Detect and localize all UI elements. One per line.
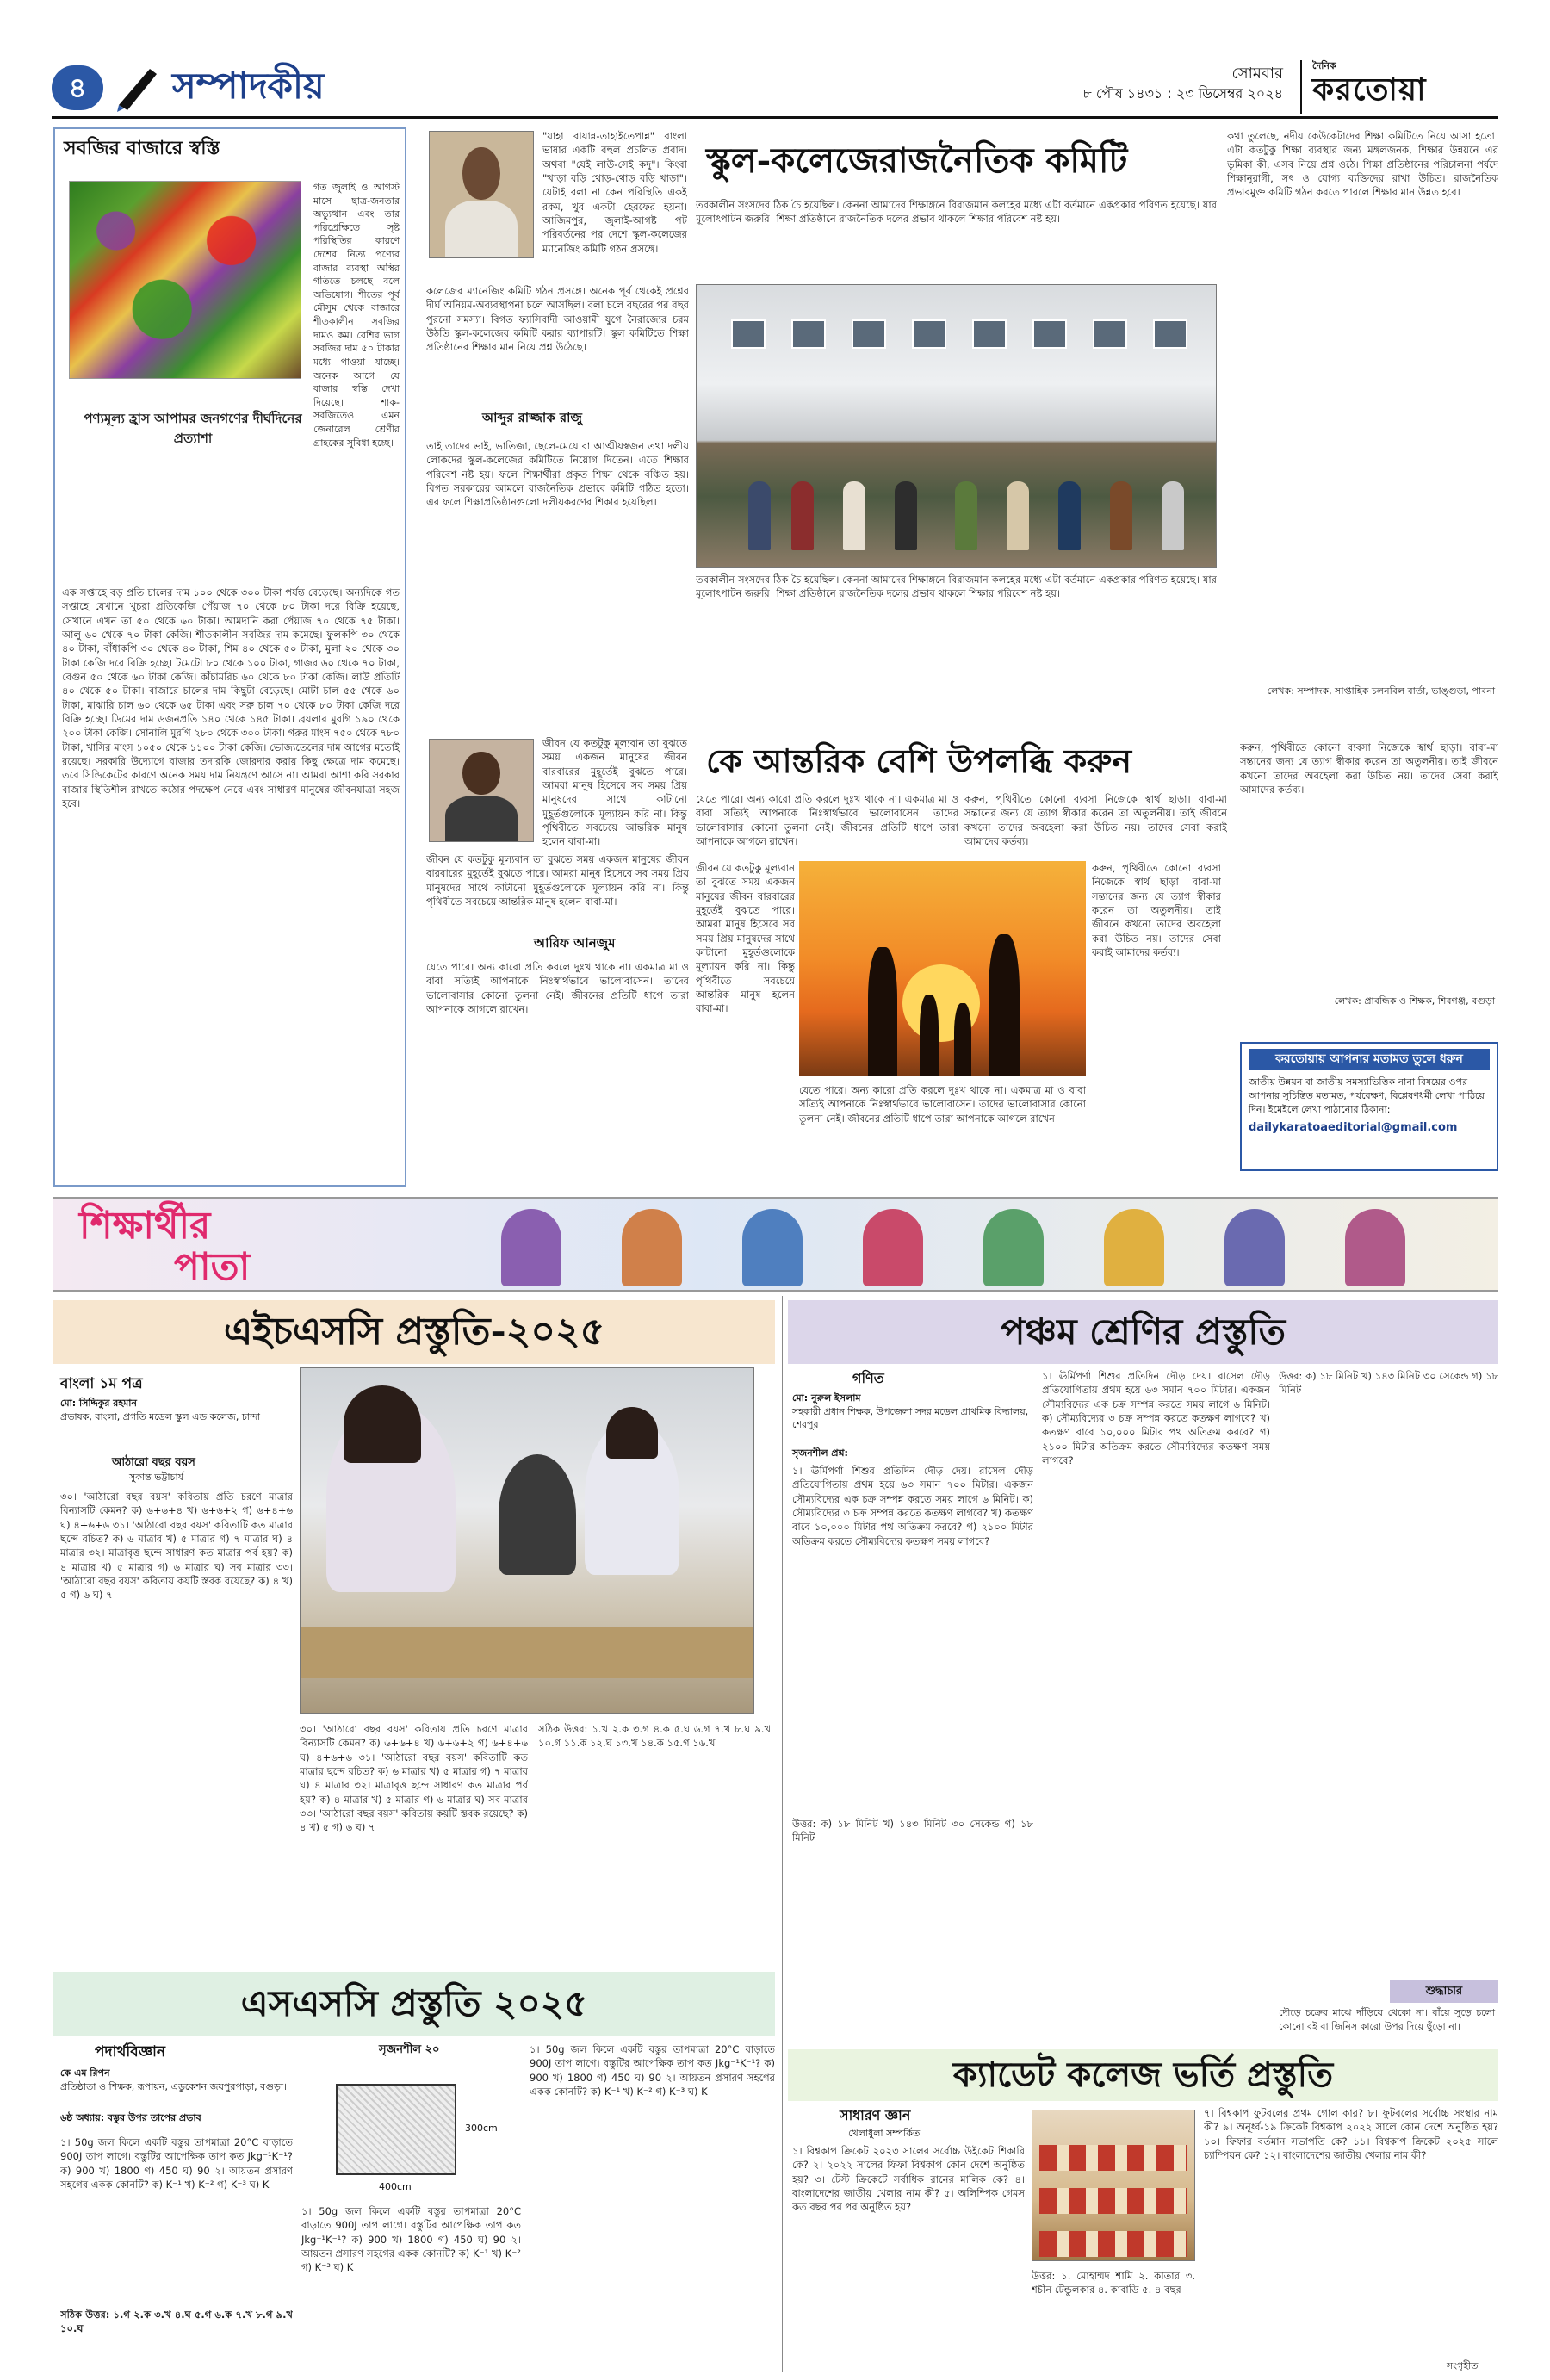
ssc-subject: পদার্থবিজ্ঞান (95, 2043, 166, 2061)
divider-student (782, 1296, 783, 2372)
class5-notice: দৌড়ে চক্রের মাঝে দাঁড়িয়ে থেকো না। বাঁয়ে সুড়ে চলো। কোনো বই বা জিনিস কারো উপর দিয়ে ছুঁড়ো না। (1279, 2007, 1498, 2032)
banner-student-figure (1224, 1209, 1285, 1286)
hsc-answers: সঠিক উত্তর: ১.খ ২.ক ৩.গ ৪.ক ৫.ঘ ৬.গ ৭.খ ৮.ঘ ৯.খ ১০.গ ১১.ক ১২.ঘ ১৩.খ ১৪.ক ১৫.গ ১৬.খ (538, 1723, 771, 1750)
student-banner (53, 1197, 1498, 1292)
feedback-email[interactable]: dailykaratoaeditorial@gmail.com (1249, 1120, 1458, 1134)
hsc-topic: আঠারো বছর বয়স (112, 1456, 195, 1469)
ssc-section-title: এসএসসি প্রস্তুতি ২০২৫ (53, 1972, 775, 2036)
article1-author: আব্দুর রাজ্জাক রাজু (482, 410, 582, 425)
class5-questions-b: ১। ঊর্মিপর্ণা শিশুর প্রতিদিন দৌড় দেয়। রাসেল দৌড় প্রতিযোগিতায় প্রথম হয়ে ৬৩ সমান ৭০০ মিটার। একজন সৌম্যবিদ্যের এক চক্র সম্পন্ন করতে সময় লাগে ৬ মিনিট। ক) সৌম্যবিদ্যের ৩ চক্র সম্পন্ন করতে কতক্ষণ লাগবে? খ) কতক্ষণ বাবে ১০,০০০ মিটার পথ অতিক্রম করবে? গ) ২১০০ মিটার অতিক্রম করতে সৌম্যবিদ্যের কতক্ষণ সময় লাগবে? (1042, 1370, 1270, 1466)
article2-body-right: করুন, পৃথিবীতে কোনো ব্যবসা নিজেকে স্বার্থ ছাড়া। বাবা-মা সন্তানের জন্য যে ত্যাগ স্বীকার করেন তা অতুলনীয়। তাই জীবনে কখনো তাদের অবহেলা করা উচিত নয়। তাদের সেবা করাই আমাদের কর্তব্য। (1240, 741, 1498, 796)
hsc-subject: বাংলা ১ম পত্র (60, 1375, 143, 1392)
ssc-questions: ১। 50g জল কিলে একটি বস্তুর তাপমাত্রা 20°C বাড়াতে 900J তাপ লাগে। বস্তুটির আপেক্ষিক তাপ কত Jkg⁻¹K⁻¹? ক) 900 খ) 1800 গ) 450 ঘ) 90 ২। আয়তন প্রসারণ সহগের একক কোনটি? ক) K⁻¹ খ) K⁻² গ) K⁻³ ঘ) K (60, 2136, 293, 2191)
article1-body-mid: তাই তাদের ভাই, ভাতিজা, ছেলে-মেয়ে বা আত্মীয়স্বজন তথা দলীয় লোকদের স্কুল-কলেজের কমিটিতে নিয়োগ দিতেন। এতে শিক্ষার পরিবেশ নষ্ট হয়। ফলে শিক্ষার্থীরা প্রকৃত শিক্ষা থেকে বঞ্চিত হয়। বিগত সরকারের আমলে রাজনৈতিক প্রভাবে কমিটি গঠিত হতো। এর ফলে শিক্ষাপ্রতিষ্ঠানগুলো দলীয়করণের শিকার হয়েছিল। (426, 440, 689, 509)
banner-student-figure (742, 1209, 803, 1286)
banner-title (79, 1205, 250, 1289)
sidebar-quote: পণ্যমূল্য হ্রাস আপামর জনগণের দীর্ঘদিনের প্রত্যাশা (84, 411, 302, 446)
ssc-questions-c: ১। 50g জল কিলে একটি বস্তুর তাপমাত্রা 20°C বাড়াতে 900J তাপ লাগে। বস্তুটির আপেক্ষিক তাপ কত Jkg⁻¹K⁻¹? ক) 900 খ) 1800 গ) 450 ঘ) 90 ২। আয়তন প্রসারণ সহগের একক কোনটি? ক) K⁻¹ খ) K⁻² গ) K⁻³ ঘ) K (530, 2043, 775, 2098)
banner-student-figure (1104, 1209, 1164, 1286)
ssc-teacher-role: প্রতিষ্ঠাতা ও শিক্ষক, রূপায়ন, এডুকেশন জয়পুরপাড়া, বগুড়া। (60, 2081, 288, 2092)
feedback-box (1240, 1042, 1498, 1171)
ssc-rectangle-figure (336, 2084, 456, 2175)
cadet-questions-right: ৭। বিশ্বকাপ ফুটবলের প্রথম গোল কার? ৮। ফুটবলের সর্বোচ্চ সংস্থার নাম কী? ৯। অনূর্ধ্ব-১৯ ক্রিকেট বিশ্বকাপ ২০২২ সালে কোন দেশে অনুষ্ঠিত হয়? ১০। ফিফার বর্তমান সভাপতি কে? ১১। বিশ্বকাপ ক্রিকেট ২০২৫ সালে চ্যাম্পিয়ন কে? ১২। বাংলাদেশের জাতীয় খেলার নাম কী? (1204, 2107, 1498, 2161)
cadet-section-title: ক্যাডেট কলেজ ভর্তি প্রস্তুতি (788, 2049, 1498, 2101)
author-photo-raju (429, 131, 534, 258)
paper-logo (1300, 60, 1498, 114)
banner-student-figure (622, 1209, 682, 1286)
section-title: সম্পাদকীয় (172, 65, 325, 107)
paper-prefix: দৈনিক (1312, 60, 1336, 71)
feedback-title: করতোয়ায় আপনার মতামত তুলে ধরুন (1249, 1049, 1490, 1070)
class5-teacher-role: সহকারী প্রধান শিক্ষক, উপজেলা সদর মডেল প্রাথমিক বিদ্যালয়, শেরপুর (792, 1406, 1029, 1431)
article1-headline: স্কুল-কলেজেরাজনৈতিক কমিটি (706, 140, 1128, 181)
class5-section: সৃজনশীল প্রশ্ন: (792, 1447, 848, 1459)
cadet-class-photo (1032, 2110, 1195, 2261)
hsc-topic-author: সুকান্ত ভট্টাচার্য (129, 1472, 184, 1483)
banner-title-line1: শিক্ষার্থীর (79, 1204, 211, 1248)
paper-name: করতোয়া (1312, 71, 1427, 108)
page-number: ৪ (52, 65, 103, 110)
ssc-figure-label: সৃজনশীল ২০ (379, 2043, 440, 2056)
hsc-section-title: এইচএসসি প্রস্তুতি-২০২৫ (53, 1300, 775, 1364)
ssc-questions-b: ১। 50g জল কিলে একটি বস্তুর তাপমাত্রা 20°C বাড়াতে 900J তাপ লাগে। বস্তুটির আপেক্ষিক তাপ কত Jkg⁻¹K⁻¹? ক) 900 খ) 1800 গ) 450 ঘ) 90 ২। আয়তন প্রসারণ সহগের একক কোনটি? ক) K⁻¹ খ) K⁻² গ) K⁻³ ঘ) K (301, 2205, 521, 2274)
article2-body-col4: করুন, পৃথিবীতে কোনো ব্যবসা নিজেকে স্বার্থ ছাড়া। বাবা-মা সন্তানের জন্য যে ত্যাগ স্বীকার করেন তা অতুলনীয়। তাই জীবনে কখনো তাদের অবহেলা করা উচিত নয়। তাদের সেবা করাই আমাদের কর্তব্য। (1092, 862, 1221, 958)
article2-body-bottom: যেতে পারে। অন্য কারো প্রতি করলে দুঃখ থাকে না। একমাত্র মা ও বাবা সত্যিই আপনাকে নিঃস্বার্থভাবে ভালোবাসেন। তাদের ভালোবাসার কোনো তুলনা নেই। জীবনের প্রতিটি ধাপে তারা আপনাকে আগলে রাখেন। (426, 961, 689, 1015)
article1-intro: "যাহা বায়ান্ন-তাহাইতেপান্ন" বাংলা ভাষার একটি বহুল প্রচলিত প্রবাদ। অথবা "যেই লাউ-সেই কদু"। কিংবা "খাড়া বড়ি থোড়-থোড় বড়ি খাড়া"। যেটাই বলা না কেন পরিস্থিতি একই রকম, খুব একটা হেরফের হয়না। আজিমপুর, জুলাই-আগষ্ট পট পরিবর্তনের পর দেশে স্কুল-কলেজের ম্যানেজিং কমিটি গঠন প্রসঙ্গে। (542, 130, 687, 255)
article1-body-right: তবকালীন সংসদের ঠিক চৈ হয়েছিল। কেননা আমাদের শিক্ষাঙ্গনে বিরাজমান কলহের মধ্যে এটা বর্তমানে একপ্রকার পরিণত হয়েছে। যার মূলোৎপাটন জরুরি। শিক্ষা প্রতিষ্ঠানে রাজনৈতিক দলের প্রভাব থাকলে শিক্ষার পরিবেশ নষ্ট হয়। (696, 199, 1217, 226)
hsc-teacher: মো: সিদ্দিকুর রহমান (60, 1398, 137, 1409)
day-label: সোমবার (1231, 65, 1283, 83)
article2-body-mid: যেতে পারে। অন্য কারো প্রতি করলে দুঃখ থাকে না। একমাত্র মা ও বাবা সত্যিই আপনাকে নিঃস্বার্থভাবে ভালোবাসেন। তাদের ভালোবাসার কোনো তুলনা নেই। জীবনের প্রতিটি ধাপে তারা আপনাকে আগলে রাখেন। (696, 793, 958, 847)
article2-author: আরিফ আনজুম (534, 935, 616, 951)
cadet-questions: ১। বিশ্বকাপ ক্রিকেট ২০২৩ সালের সর্বোচ্চ উইকেট শিকারি কে? ২। ২০২২ সালের ফিফা বিশ্বকাপ কোন দেশে অনুষ্ঠিত হয়? ৩। টেস্ট ক্রিকেটে সর্বাধিক রানের মালিক কে? ৪। বাংলাদেশের জাতীয় খেলার নাম কী? ৫। অলিম্পিক গেমস কত বছর পর পর অনুষ্ঠিত হয়? (792, 2145, 1025, 2214)
ssc-figure-height: 300cm (465, 2123, 498, 2134)
class5-answers: উত্তর: ক) ১৮ মিনিট খ) ১৪৩ মিনিট ৩০ সেকেন্ড গ) ১৮ মিনিট (792, 1818, 1033, 1844)
banner-student-figure (501, 1209, 561, 1286)
hsc-questions-b: ৩০। 'আঠারো বছর বয়স' কবিতায় প্রতি চরণে মাত্রার বিন্যাসটি কেমন? ক) ৬+৬+৪ খ) ৬+৬+২ গ) ৬+৪+৬ ঘ) ৪+৬+৬ ৩১। 'আঠারো বছর বয়স' কবিতাটি কত মাত্রার ছন্দে রচিত? ক) ৬ মাত্রার খ) ৫ মাত্রার গ) ৭ মাত্রার ঘ) ৪ মাত্রার ৩২। মাত্রাবৃত্ত ছন্দে সাধারণ কত মাত্রার পর্ব হয়? ক) ৪ মাত্রার খ) ৫ মাত্রার গ) ৬ মাত্রার ঘ) সব মাত্রার ৩৩। 'আঠারো বছর বয়স' কবিতায় কয়টি স্তবক রয়েছে? ক) ৪ খ) ৫ গ) ৬ ঘ) ৭ (300, 1723, 528, 1834)
sidebar-title: সবজির বাজারে স্বস্তি (64, 138, 220, 159)
banner-student-figure (863, 1209, 923, 1286)
hsc-teacher-role: প্রভাষক, বাংলা, প্রগতি মডেল স্কুল এন্ড কলেজ, চান্দা (60, 1411, 260, 1422)
class5-section-title: পঞ্চম শ্রেণির প্রস্তুতি (788, 1300, 1498, 1364)
date-label: ৮ পৌষ ১৪৩১ : ২৩ ডিসেম্বর ২০২৪ (1082, 85, 1283, 102)
cadet-answers: উত্তর: ১. মোহাম্মদ শামি ২. কাতার ৩. শচীন টেন্ডুলকার ৪. কাবাডি ৫. ৪ বছর (1032, 2270, 1195, 2296)
cadet-subject: সাধারণ জ্ঞান (840, 2107, 911, 2123)
class5-questions: ১। ঊর্মিপর্ণা শিশুর প্রতিদিন দৌড় দেয়। রাসেল দৌড় প্রতিযোগিতায় প্রথম হয়ে ৬৩ সমান ৭০০ মিটার। একজন সৌম্যবিদ্যের এক চক্র সম্পন্ন করতে সময় লাগে ৬ মিনিট। ক) সৌম্যবিদ্যের ৩ চক্র সম্পন্ন করতে কতক্ষণ লাগবে? খ) কতক্ষণ বাবে ১০,০০০ মিটার পথ অতিক্রম করবে? গ) ২১০০ মিটার অতিক্রম করতে সৌম্যবিদ্যের কতক্ষণ সময় লাগবে? (792, 1465, 1033, 1547)
family-sunset-image (799, 861, 1086, 1076)
class5-answers-b: উত্তর: ক) ১৮ মিনিট খ) ১৪৩ মিনিট ৩০ সেকেন্ড গ) ১৮ মিনিট (1279, 1370, 1498, 1397)
ssc-figure-width: 400cm (379, 2181, 412, 2192)
cadet-footer: সংগৃহীত (1447, 2360, 1479, 2371)
article1-footer: লেখক: সম্পাদক, সাপ্তাহিক চলনবিল বার্তা, ভাঙ্গুড়া, পাবনা। (1267, 685, 1498, 697)
pen-icon (112, 62, 164, 114)
article1-body-far: কথা তুলেছে, নদীয় কেউকেটাদের শিক্ষা কমিটিতে নিয়ে আসা হতো। এটা কতটুকু শিক্ষা ব্যবস্থার জন্য মঙ্গলজনক, শিক্ষার উন্নয়নে এর ভূমিকা কী, এসব নিয়ে প্রশ্ন ওঠে। শিক্ষা প্রতিষ্ঠানের পরিচালনা পর্ষদে শিক্ষানুরাগী, সৎ ও যোগ্য ব্যক্তিদের রাখা উচিত। রাজনৈতিক প্রভাবমুক্ত কমিটি গঠন করতে পারলে শিক্ষার মান উন্নত হবে। (1227, 130, 1498, 199)
class5-teacher: মো: নুরুল ইসলাম (792, 1392, 861, 1404)
hsc-questions: ৩০। 'আঠারো বছর বয়স' কবিতায় প্রতি চরণে মাত্রার বিন্যাসটি কেমন? ক) ৬+৬+৪ খ) ৬+৬+২ গ) ৬+৪+৬ ঘ) ৪+৬+৬ ৩১। 'আঠারো বছর বয়স' কবিতাটি কত মাত্রার ছন্দে রচিত? ক) ৬ মাত্রার খ) ৫ মাত্রার গ) ৭ মাত্রার ঘ) ৪ মাত্রার ৩২। মাত্রাবৃত্ত ছন্দে সাধারণ কত মাত্রার পর্ব হয়? ক) ৪ মাত্রার খ) ৫ মাত্রার গ) ৬ মাত্রার ঘ) সব মাত্রার ৩৩। 'আঠারো বছর বয়স' কবিতায় কয়টি স্তবক রয়েছে? ক) ৪ খ) ৫ গ) ৬ ঘ) ৭ (60, 1491, 293, 1602)
date-block (1082, 64, 1283, 103)
cadet-topic: খেলাধুলা সম্পর্কিত (848, 2128, 921, 2139)
class5-notice-title: শুদ্ধাচার (1390, 1980, 1498, 2003)
ssc-teacher: কে এম রিপন (60, 2067, 110, 2079)
article1-body-bottom: তবকালীন সংসদের ঠিক চৈ হয়েছিল। কেননা আমাদের শিক্ষাঙ্গনে বিরাজমান কলহের মধ্যে এটা বর্তমানে একপ্রকার পরিণত হয়েছে। যার মূলোৎপাটন জরুরি। শিক্ষা প্রতিষ্ঠানে রাজনৈতিক দলের প্রভাব থাকলে শিক্ষার পরিবেশ নষ্ট হয়। (696, 573, 1217, 600)
article1-body-left: কলেজের ম্যানেজিং কমিটি গঠন প্রসঙ্গে। অনেক পূর্ব থেকেই প্রশ্নের দীর্ঘ অনিয়ম-অব্যবস্থাপনা চলে আসছিল। বলা চলে বছরের পর বছর পুরনো সমস্যা। বিগত ফ্যাসিবাদী আওয়ামী যুগে নৈরাজ্যের চরম উঠতি স্কুল-কলেজের কমিটি করার ব্যাপারটি। স্কুল কমিটিতে শিক্ষা প্রতিষ্ঠানের শিক্ষার মান নিয়ে প্রশ্ন উঠেছে। (426, 285, 689, 354)
article2-body-left: জীবন যে কতটুকু মূল্যবান তা বুঝতে সময় একজন মানুষের জীবন বারবারের মুহূর্তেই বুঝতে পারে। আমরা মানুষ হিসেবে সব সময় প্রিয় মানুষদের সাথে কাটানো মুহূর্তগুলোকে মূল্যায়ন করি না। কিন্তু পৃথিবীতে সবচেয়ে আন্তরিক মানুষ হলেন বাবা-মা। (426, 853, 689, 908)
class5-subject: গণিত (852, 1370, 884, 1386)
sidebar-editorial (53, 127, 406, 1187)
sidebar-text-below: এক সপ্তাহে বড় প্রতি চালের দাম ১০০ থেকে ৩০০ টাকা পর্যন্ত বেড়েছে। অন্যদিকে গত সপ্তাহে যেখানে খুচরা প্রতিকেজি পেঁয়াজ ৭০ থেকে ৮০ টাকা দরে বিক্রি হয়েছে, সেখানে এখন তা ৫০ থেকে ৬০ টাকা। আমদানি করা পেঁয়াজ ৭০ থেকে ৭৫ টাকা। আলু ৬০ থেকে ৭০ টাকা কেজি। শীতকালীন সবজির দাম কমেছে। ফুলকপি ৩০ থেকে ৪০ টাকা, বাঁধাকপি ৩০ থেকে ৪০ টাকা, শিম ৪০ থেকে ৫০ টাকা, মুলা ২০ থেকে ৩০ টাকা কেজি দরে বিক্রি হচ্ছে। টমেটো ৮০ থেকে ১০০ টাকা, গাজর ৬০ থেকে ৭০ টাকা, বেগুন ৫০ থেকে ৬০ টাকা কেজি। কাঁচামরিচ ৬০ থেকে ৮০ টাকা কেজি। লাউ প্রতিটি ৪০ থেকে ৫০ টাকা। বাজারে চালের দাম কিছুটা বেড়েছে। মোটা চাল ৫৫ থেকে ৬০ টাকা, মাঝারি চাল ৬০ থেকে ৬৫ টাকা এবং সরু চাল ৭০ থেকে ৮০ টাকা কেজি দরে বিক্রি হচ্ছে। ডিমের দাম ডজনপ্রতি ১৪০ থেকে ১৪৫ টাকা। ব্রয়লার মুরগি ১৯০ থেকে ২০০ টাকা কেজি। সোনালি মুরগি ২৮০ থেকে ৩০০ টাকা। গরুর মাংস ৭৫০ থেকে ৭৮০ টাকা, খাসির মাংস ১০৫০ থেকে ১১০০ টাকা কেজি। ভোজ্যতেলের দাম আগের মতোই রয়েছে। সরকারি উদ্যোগে বাজার তদারকি জোরদার করায় কিছু ক্ষেত্রে দাম কমেছে। তবে সিন্ডিকেটের কারণে অনেক সময় দাম নিয়ন্ত্রণে আসে না। আমরা আশা করি সরকার বাজার স্থিতিশীল রাখতে কঠোর পদক্ষেপ নেবে এবং সাধারণ মানুষের জীবনযাত্রা সহজ হবে। (62, 586, 400, 809)
feedback-body: জাতীয় উন্নয়ন বা জাতীয় সমস্যাভিত্তিক নানা বিষয়ের ওপর আপনার সুচিন্তিত মতামত, পর্যবেক্ষণ, বিশ্লেষণধর্মী লেখা পাঠিয়ে দিন। ইমেইলে লেখা পাঠানোর ঠিকানা: (1249, 1075, 1485, 1115)
banner-student-figure (1345, 1209, 1405, 1286)
article2-footer: লেখক: প্রাবন্ধিক ও শিক্ষক, শিবগঞ্জ, বগুড়া। (1334, 995, 1498, 1007)
sidebar-text-right: গত জুলাই ও আগস্ট মাসে ছাত্র-জনতার অভ্যুত্থান এবং তার পরিপ্রেক্ষিতে সৃষ্ট পরিস্থিতির কারণে দেশের নিত্য পণ্যের বাজার ব্যবস্থা অস্থির গতিতে চলছে বলে অভিযোগ। শীতের পূর্ব মৌসুম থেকে বাজারে শীতকালীন সবজির দামও কম। বেশির ভাগ সবজির দাম ৫০ টাকার মধ্যে পাওয়া যাচ্ছে। অনেক আগে যে বাজার স্বস্তি দেখা দিয়েছে। শাক-সবজিতেও এমন জেনারেল শ্রেণীর গ্রাহকের সুবিধা হচ্ছে। (313, 182, 400, 449)
article2-headline: কে আন্তরিক বেশি উপলব্ধি করুন (706, 741, 1132, 780)
exam-hall-photo (300, 1367, 754, 1714)
banner-title-line2: পাতা (174, 1245, 251, 1290)
article2-body-intro: জীবন যে কতটুকু মূল্যবান তা বুঝতে সময় একজন মানুষের জীবন বারবারের মুহূর্তেই বুঝতে পারে। আমরা মানুষ হিসেবে সব সময় প্রিয় মানুষদের সাথে কাটানো মুহূর্তগুলোকে মূল্যায়ন করি না। কিন্তু পৃথিবীতে সবচেয়ে আন্তরিক মানুষ হলেন বাবা-মা। (542, 737, 687, 848)
banner-student-figure (983, 1209, 1044, 1286)
masthead (52, 59, 1498, 119)
article2-body-col2: জীবন যে কতটুকু মূল্যবান তা বুঝতে সময় একজন মানুষের জীবন বারবারের মুহূর্তেই বুঝতে পারে। আমরা মানুষ হিসেবে সব সময় প্রিয় মানুষদের সাথে কাটানো মুহূর্তগুলোকে মূল্যায়ন করি না। কিন্তু পৃথিবীতে সবচেয়ে আন্তরিক মানুষ হলেন বাবা-মা। (696, 862, 795, 1015)
vegetables-image (69, 181, 301, 379)
ssc-chapter: ৬ষ্ঠ অধ্যায়: বস্তুর উপর তাপের প্রভাব (60, 2112, 202, 2123)
author-photo-arif (429, 739, 534, 842)
article2-body-mid2: করুন, পৃথিবীতে কোনো ব্যবসা নিজেকে স্বার্থ ছাড়া। বাবা-মা সন্তানের জন্য যে ত্যাগ স্বীকার করেন তা অতুলনীয়। তাই জীবনে কখনো তাদের অবহেলা করা উচিত নয়। তাদের সেবা করাই আমাদের কর্তব্য। (964, 793, 1227, 847)
ssc-answers: সঠিক উত্তর: ১.গ ২.ক ৩.খ ৪.ঘ ৫.গ ৬.ক ৭.খ ৮.গ ৯.খ ১০.ঘ (60, 2309, 293, 2335)
college-students-photo (696, 284, 1217, 568)
article2-body-under-image: যেতে পারে। অন্য কারো প্রতি করলে দুঃখ থাকে না। একমাত্র মা ও বাবা সত্যিই আপনাকে নিঃস্বার্থভাবে ভালোবাসেন। তাদের ভালোবাসার কোনো তুলনা নেই। জীবনের প্রতিটি ধাপে তারা আপনাকে আগলে রাখেন। (799, 1084, 1086, 1125)
